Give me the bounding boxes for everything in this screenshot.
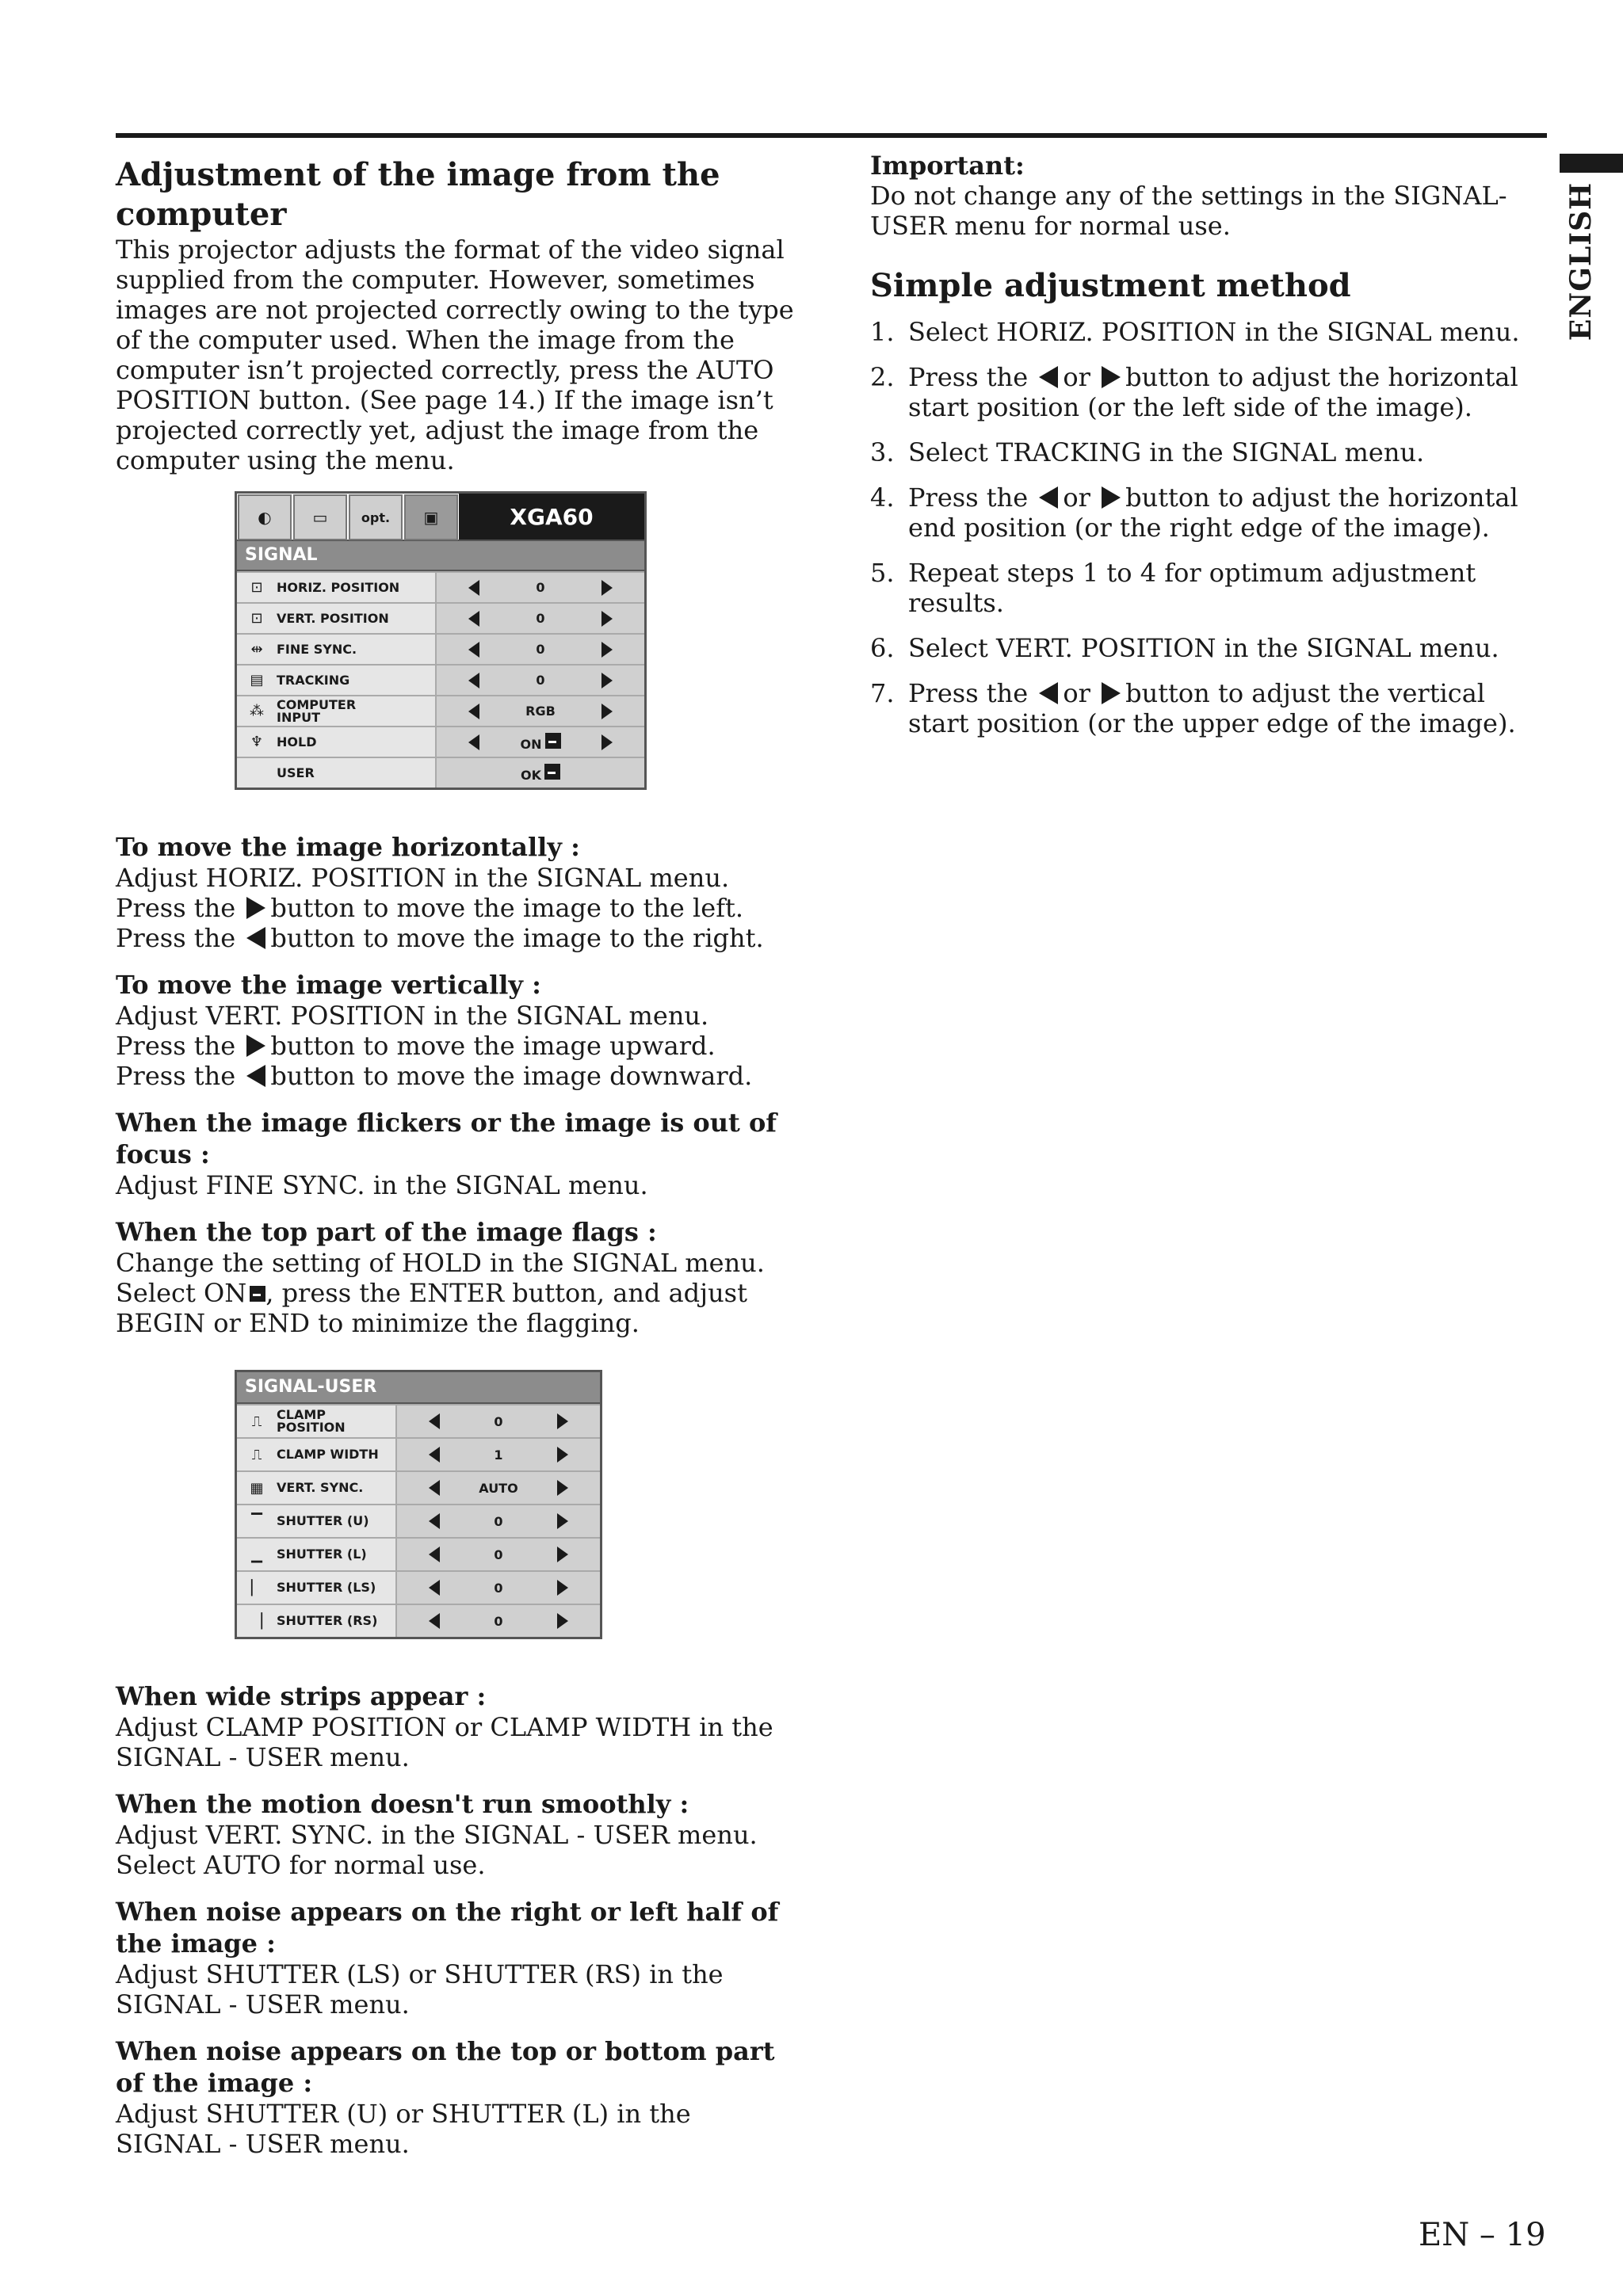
- right-arrow-icon: [1102, 366, 1121, 388]
- language-tab-bar: [1560, 154, 1623, 173]
- vert-sync-icon: ▦: [250, 1479, 264, 1497]
- language-tab: ENGLISH: [1564, 181, 1598, 341]
- intro-paragraph: This projector adjusts the format of the video signal supplied from the computer. However, sometimes images are not projected correctly owing to the type of the computer used. When the image from the computer isn’t projected correctly, press the AUTO POSITION button. (See page 14.) If the image isn’t projected correctly yet, adjust the image from the computer using the menu.: [116, 235, 794, 475]
- noise-left-right-section: When noise appears on the right or left half of the image : Adjust SHUTTER (LS) or SHUTTER (RS) in the SIGNAL - USER menu.: [116, 1897, 779, 2019]
- right-arrow-icon: [557, 1613, 568, 1629]
- left-arrow-icon: [246, 1065, 265, 1087]
- right-arrow-icon: [557, 1413, 568, 1429]
- option-icon: opt.: [349, 494, 403, 540]
- signal-icon: ▣: [404, 494, 458, 540]
- position-icon: ⊡: [250, 579, 263, 596]
- list-item: 3. Select TRACKING in the SIGNAL menu.: [870, 437, 1425, 467]
- tracking-icon: ▤: [250, 672, 264, 688]
- enter-icon: [545, 733, 561, 749]
- right-column: [870, 151, 1536, 753]
- list-item: 7. Press the or button to adjust the vertical start position (or the upper edge of the image).: [870, 678, 1516, 738]
- left-arrow-icon: [429, 1480, 440, 1496]
- right-arrow-icon: [557, 1480, 568, 1496]
- right-arrow-icon: [601, 673, 613, 688]
- top-rule: [116, 133, 1547, 138]
- menu-row: ♆ HOLD ON: [237, 726, 644, 757]
- right-arrow-icon: [557, 1580, 568, 1596]
- horizontal-section: To move the image horizontally : Adjust HORIZ. POSITION in the SIGNAL menu. Press the button to move the image to the left. Press the button to move the image to the right.: [116, 832, 764, 953]
- motion-section: When the motion doesn't run smoothly : Adjust VERT. SYNC. in the SIGNAL - USER menu. Select AUTO for normal use.: [116, 1789, 758, 1880]
- left-arrow-icon: [468, 673, 479, 688]
- shutter-lower-icon: ▁: [251, 1546, 262, 1563]
- strips-section: When wide strips appear : Adjust CLAMP POSITION or CLAMP WIDTH in the SIGNAL - USER menu.: [116, 1681, 773, 1772]
- hold-icon: ♆: [250, 734, 264, 750]
- position-icon: ⊡: [250, 610, 263, 627]
- left-arrow-icon: [429, 1513, 440, 1529]
- fine-sync-icon: ⇹: [250, 641, 263, 658]
- right-arrow-icon: [601, 611, 613, 627]
- flicker-section: When the image flickers or the image is out of focus : Adjust FINE SYNC. in the SIGNAL menu.: [116, 1108, 777, 1200]
- right-arrow-icon: [557, 1513, 568, 1529]
- rgb-input-icon: ⁂: [250, 703, 264, 719]
- important-label: Important:: [870, 151, 1025, 181]
- clamp-width-icon: ⎍: [251, 1446, 262, 1463]
- menu-row: ▤ TRACKING 0: [237, 664, 644, 695]
- left-arrow-icon: [429, 1580, 440, 1596]
- menu-title: SIGNAL: [237, 541, 644, 571]
- left-arrow-icon: [1039, 366, 1058, 388]
- left-arrow-icon: [468, 580, 479, 596]
- list-item: 5. Repeat steps 1 to 4 for optimum adjustment results.: [870, 558, 1476, 618]
- left-arrow-icon: [429, 1447, 440, 1463]
- picture-icon: ◐: [238, 494, 292, 540]
- menu-row: ▕ SHUTTER (RS) 0: [237, 1604, 600, 1637]
- menu-row: ⊡ VERT. POSITION 0: [237, 602, 644, 633]
- list-item: 1. Select HORIZ. POSITION in the SIGNAL menu.: [870, 317, 1520, 347]
- menu-icon-bar: [237, 494, 644, 541]
- shutter-left-icon: ▏: [251, 1579, 262, 1596]
- page-number: EN – 19: [1419, 2217, 1546, 2253]
- right-arrow-icon: [601, 642, 613, 658]
- right-arrow-icon: [557, 1547, 568, 1562]
- steps-list: [870, 317, 1536, 738]
- menu-row: USER OK: [237, 757, 644, 788]
- right-arrow-icon: [601, 734, 613, 750]
- noise-top-bottom-section: When noise appears on the top or bottom part of the image : Adjust SHUTTER (U) or SHUTTER (L) in the SIGNAL - USER menu.: [116, 2036, 775, 2159]
- simple-method-title: Simple adjustment method: [870, 267, 1351, 304]
- menu-row: ▔ SHUTTER (U) 0: [237, 1504, 600, 1537]
- menu-title: SIGNAL-USER: [237, 1372, 600, 1404]
- clamp-icon: ⎍: [251, 1413, 262, 1430]
- right-arrow-icon: [601, 704, 613, 719]
- enter-icon: [250, 1286, 265, 1302]
- model-name: XGA60: [459, 494, 644, 540]
- left-arrow-icon: [1039, 682, 1058, 704]
- left-arrow-icon: [246, 927, 265, 949]
- signal-user-menu: [235, 1370, 602, 1639]
- right-arrow-icon: [1102, 682, 1121, 704]
- shutter-right-icon: ▕: [251, 1612, 262, 1630]
- left-arrow-icon: [429, 1547, 440, 1562]
- menu-row: ▁ SHUTTER (L) 0: [237, 1537, 600, 1570]
- left-arrow-icon: [468, 704, 479, 719]
- enter-icon: [544, 764, 560, 780]
- vertical-section: To move the image vertically : Adjust VERT. POSITION in the SIGNAL menu. Press the button to move the image upward. Press the button to move the image downward.: [116, 970, 753, 1091]
- menu-row: ⎍ CLAMP WIDTH 1: [237, 1437, 600, 1470]
- right-arrow-icon: [557, 1447, 568, 1463]
- menu-row: ⇹ FINE SYNC. 0: [237, 633, 644, 664]
- right-arrow-icon: [246, 1035, 265, 1057]
- right-arrow-icon: [1102, 486, 1121, 509]
- left-arrow-icon: [468, 734, 479, 750]
- right-arrow-icon: [246, 897, 265, 919]
- list-item: 6. Select VERT. POSITION in the SIGNAL menu.: [870, 633, 1499, 663]
- left-arrow-icon: [429, 1413, 440, 1429]
- menu-row: ⁂ COMPUTER INPUT RGB: [237, 695, 644, 726]
- left-arrow-icon: [468, 611, 479, 627]
- list-item: 4. Press the or button to adjust the horizontal end position (or the right edge of the image).: [870, 482, 1518, 543]
- flags-section: When the top part of the image flags : Change the setting of HOLD in the SIGNAL menu. Select ON , press the ENTER button, and adjust BEGIN or END to minimize the flagging.: [116, 1217, 765, 1338]
- menu-row: ⎍ CLAMP POSITION 0: [237, 1404, 600, 1437]
- left-column: [116, 155, 797, 2159]
- right-arrow-icon: [601, 580, 613, 596]
- menu-row: ▏ SHUTTER (LS) 0: [237, 1570, 600, 1604]
- important-text: Do not change any of the settings in the SIGNAL-USER menu for normal use.: [870, 181, 1507, 241]
- shutter-upper-icon: ▔: [251, 1512, 262, 1530]
- image-icon: ▭: [293, 494, 347, 540]
- left-arrow-icon: [429, 1613, 440, 1629]
- section-title: Adjustment of the image from the computer: [116, 156, 720, 233]
- menu-row: ⊡ HORIZ. POSITION 0: [237, 571, 644, 602]
- list-item: 2. Press the or button to adjust the horizontal start position (or the left side of the image).: [870, 362, 1518, 422]
- left-arrow-icon: [1039, 486, 1058, 509]
- signal-menu: [235, 491, 647, 790]
- left-arrow-icon: [468, 642, 479, 658]
- menu-row: ▦ VERT. SYNC. AUTO: [237, 1470, 600, 1504]
